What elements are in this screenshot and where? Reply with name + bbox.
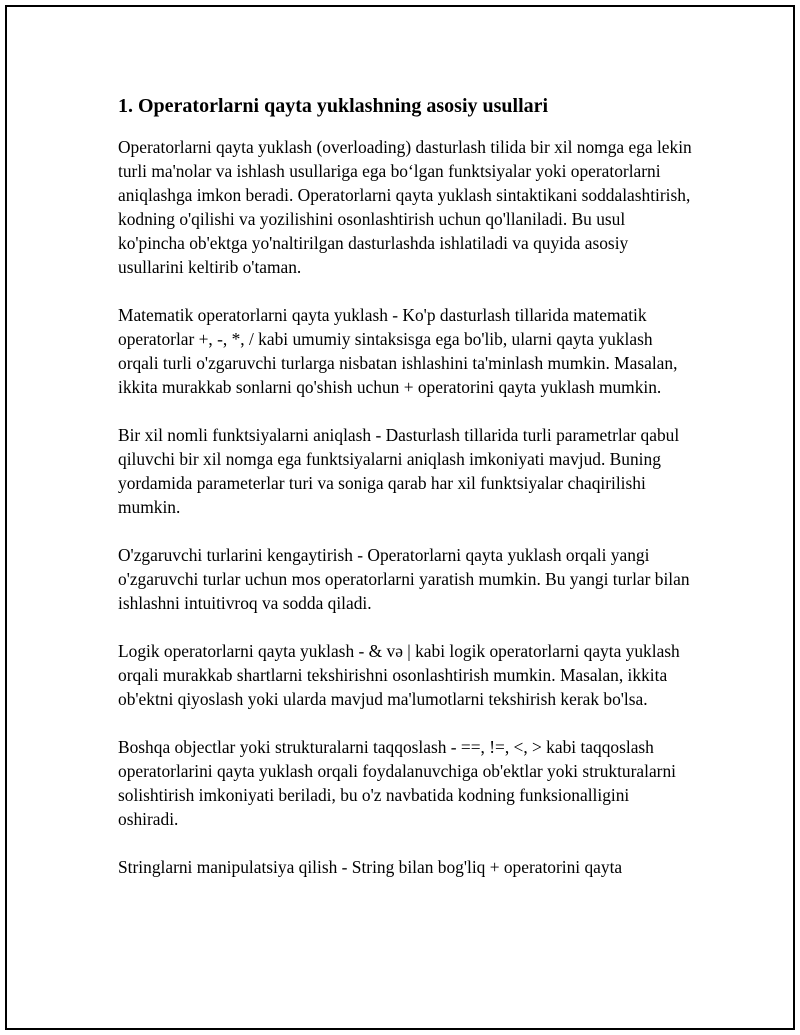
paragraph-type-extension: O'zgaruvchi turlarini kengaytirish - Operatorlarni qayta yuklash orqali yangi o'zgaruvchi turlar uchun mos operatorlarni yaratish mumkin. Bu yangi turlar bilan ishlashni intuitivroq va sodda qiladi.: [118, 545, 690, 613]
paragraph-comparison: Boshqa objectlar yoki strukturalarni taqqoslash - ==, !=, <, > kabi taqqoslash operatorlarini qayta yuklash orqali foydalanuvchiga ob'ektlar yoki strukturalarni solishtirish imkoniyati beriladi, bu o'z navbatida kodning funksionalligini oshiradi.: [118, 737, 677, 829]
paragraph-intro: Operatorlarni qayta yuklash (overloading) dasturlash tilida bir xil nomga ega lekin turli ma'nolar va ishlash usullariga ega boʻlgan funktsiyalar yoki operatorlarni aniqlashga imkon beradi. Operatorlarni qayta yuklash sintaktikani soddalashtirish, kodning o'qilishi va yozilishini osonlashtirish uchun qo'llaniladi. Bu usul ko'pincha ob'ektga yo'naltirilgan dasturlashda ishlatiladi va quyida asosiy usullarini keltirib o'taman.: [118, 137, 692, 277]
paragraph-logic-operators: Logik operatorlarni qayta yuklash - & və | kabi logik operatorlarni qayta yuklash orqali murakkab shartlarni tekshirishni osonlashtirish mumkin. Masalan, ikkita ob'ektni qiyoslash yoki ularda mavjud ma'lumotlarni tekshirish kerak bo'lsa.: [118, 641, 680, 709]
paragraph-math-operators: Matematik operatorlarni qayta yuklash - Ko'p dasturlash tillarida matematik operatorlar +, -, *, / kabi umumiy sintaksisga ega bo'lib, ularni qayta yuklash orqali turli o'zgaruvchi turlarga nisbatan ishlashini ta'minlash mumkin. Masalan, ikkita murakkab sonlarni qo'shish uchun + operatorini qayta yuklash mumkin.: [118, 305, 678, 397]
document-body: [118, 93, 693, 903]
paragraph-strings: Stringlarni manipulatsiya qilish - String bilan bog'liq + operatorini qayta: [118, 857, 623, 877]
section-heading: 1. Operatorlarni qayta yuklashning asosiy usullari: [118, 95, 549, 117]
paragraph-same-name-functions: Bir xil nomli funktsiyalarni aniqlash - Dasturlash tillarida turli parametrlar qabul qiluvchi bir xil nomga ega funktsiyalarni aniqlash imkoniyati mavjud. Buning yordamida parameterlar turi va soniga qarab har xil funktsiyalar chaqirilishi mumkin.: [118, 425, 680, 517]
